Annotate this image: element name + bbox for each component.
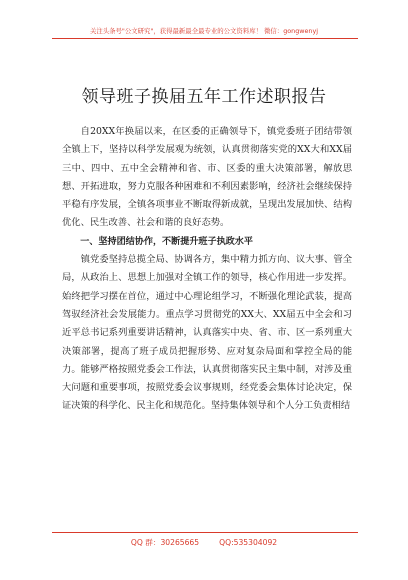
footer-qq-number: QQ:535304092: [219, 538, 278, 547]
footer-contact: [0, 537, 408, 548]
intro-paragraph: 自20XX年换届以来，在区委的正确领导下，镇党委班子团结带领全镇上下，坚持以科学发展观为统领，认真贯彻落实党的XX大和XX届三中、四中、五中全会精神和省、市、区委的重大决策部署，解放思想、开拓进取，努力克服各种困难和不利因素影响，经济社会继续保持平稳有序发展，全镇各项事业不断取得新成就，呈现出发展加快、结构优化、民生改善、社会和谐的良好态势。: [62, 126, 352, 229]
footer-qq-group: QQ 群：30265665: [130, 538, 200, 547]
section-heading-1: 一、坚持团结协作，不断提升班子执政水平: [80, 236, 253, 247]
header-promo-note: 关注头条号"公文研究"，获得最新最全最专业的公文资料库！ 微信：gongwenyj: [89, 27, 319, 35]
section-1-paragraph: 镇党委坚持总揽全局、协调各方，集中精力抓方向、议大事、管全局，从政治上、思想上加强对全镇工作的领导，核心作用进一步发挥。始终把学习摆在首位，通过中心理论组学习，不断强化理论武装，提高驾驭经济社会发展能力。重点学习贯彻党的XX大、XX届五中全会和习近平总书记系列重要讲话精神，认真落实中央、省、市、区一系列重大决策部署，提高了班子成员把握形势、应对复杂局面和掌控全局的能力。能够严格按照党委会工作法，认真贯彻落实民主集中制，对涉及重大问题和重要事项，按照党委会议事规则，经党委会集体讨论决定，保证决策的科学化、民主化和规范化。坚持集体领导和个人分工负责相结: [62, 254, 352, 412]
header-divider: [52, 38, 358, 39]
footer-divider: [52, 532, 358, 533]
document-body: [62, 123, 352, 416]
document-title: 领导班子换届五年工作述职报告: [81, 87, 327, 107]
